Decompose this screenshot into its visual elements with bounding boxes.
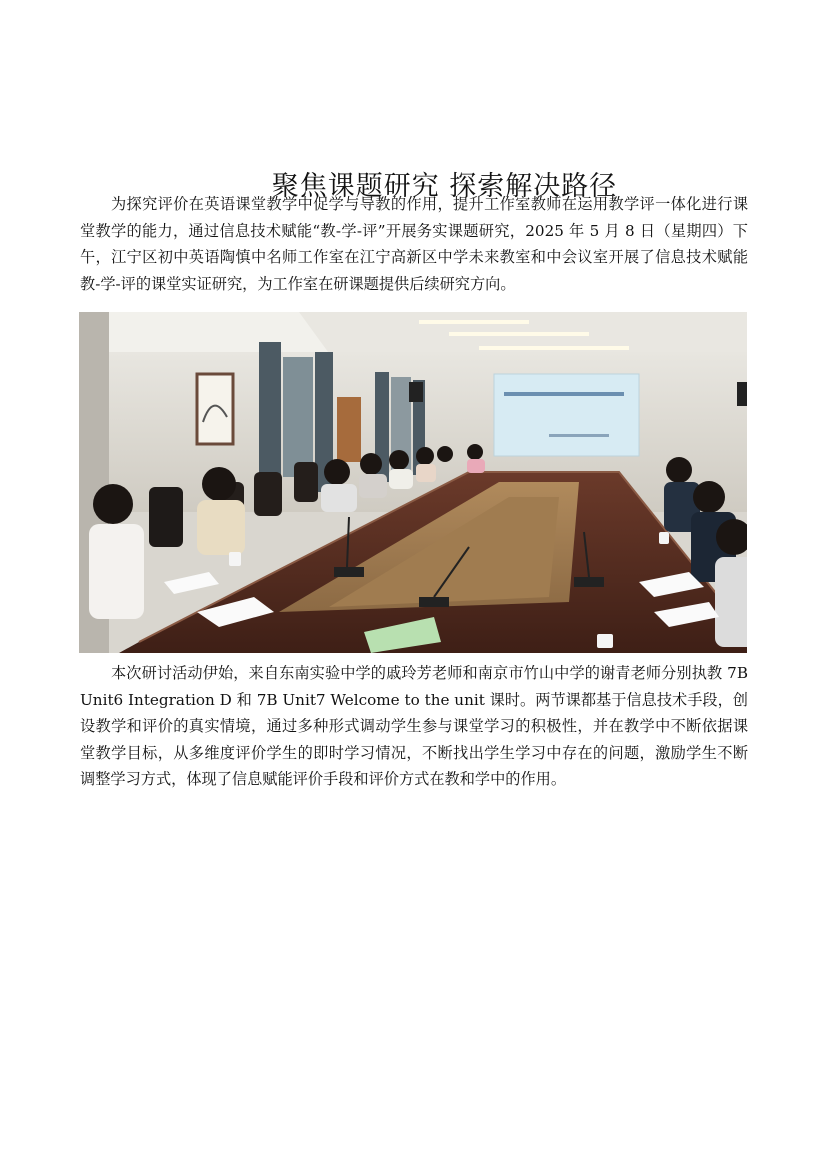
- page-title: 聚焦课题研究 探索解决路径: [271, 171, 618, 203]
- intro-paragraph: 为探究评价在英语课堂教学中促学与导教的作用，提升工作室教师在运用教学评一体化进行课堂教学的能力，通过信息技术赋能“教-学-评”开展务实课题研究，2025 年 5 月 8 日（星期四）下午，江宁区初中英语陶慎中名师工作室在江宁高新区中学未来教室和中会议室开展了信息技术赋能教-学-评的课堂实证研究，为工作室在研课题提供后续研究方向。: [80, 195, 748, 293]
- meeting-room-photo: [79, 312, 747, 653]
- activity-paragraph: 本次研讨活动伊始，来自东南实验中学的戚玲芳老师和南京市竹山中学的谢青老师分别执教 7B Unit6 Integration D 和 7B Unit7 Welcome to the unit 课时。两节课都基于信息技术手段，创设教学和评价的真实情境，通过多种形式调动学生参与课堂学习的积极性，并在教学中不断依据课堂教学目标，从多维度评价学生的即时学习情况，不断找出学生学习中存在的问题，激励学生不断调整学习方式，体现了信息赋能评价手段和评价方式在教和学中的作用。: [80, 664, 748, 788]
